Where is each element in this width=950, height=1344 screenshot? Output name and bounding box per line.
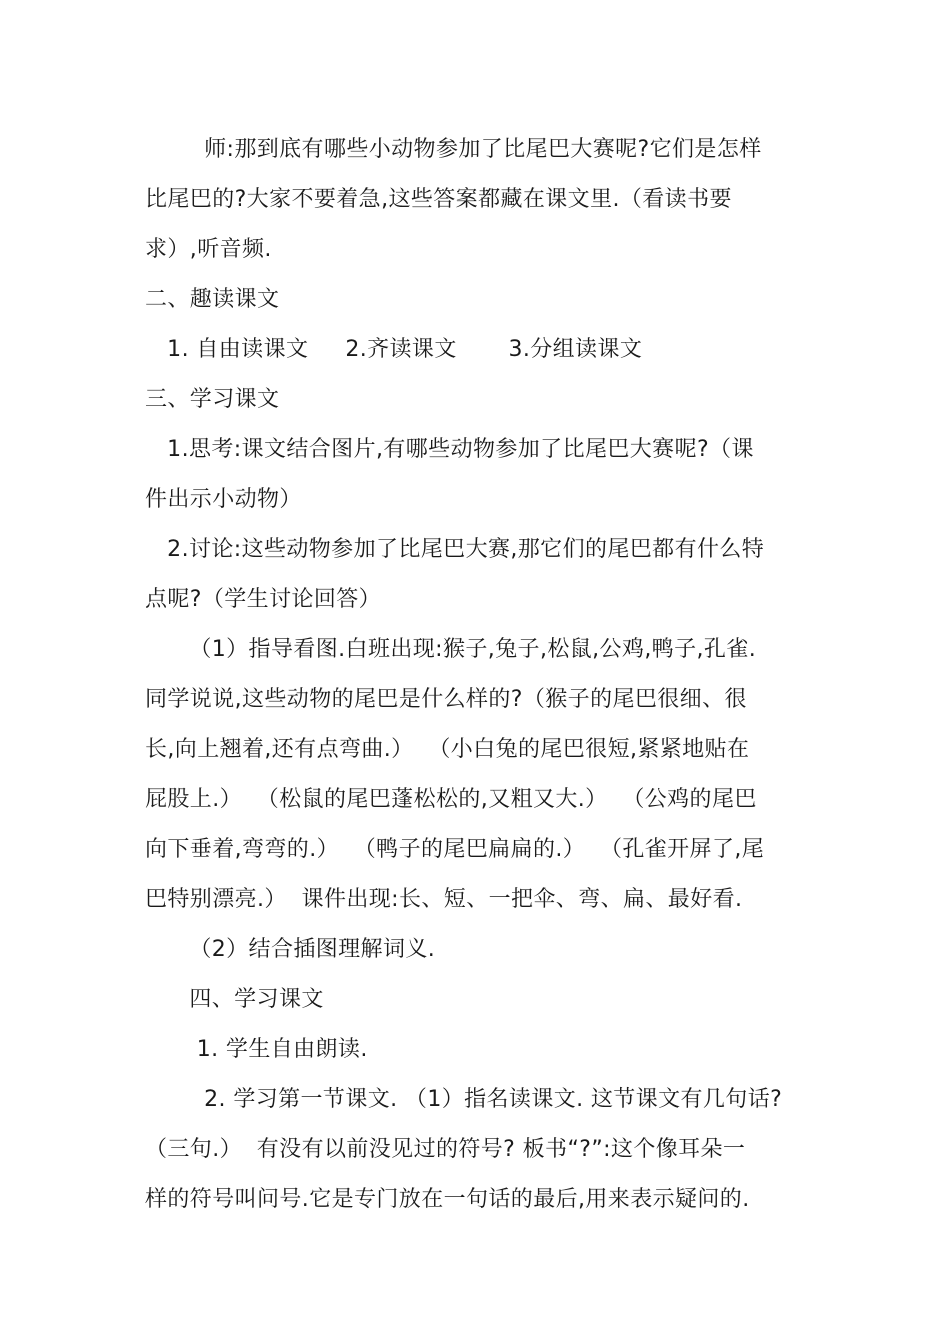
- text-line: 1.思考:课文结合图片,有哪些动物参加了比尾巴大赛呢?（课: [145, 437, 754, 462]
- text-line: （三句.） 有没有以前没见过的符号? 板书“?”:这个像耳朵一: [145, 1137, 746, 1162]
- text-line: 屁股上.） （松鼠的尾巴蓬松松的,又粗又大.） （公鸡的尾巴: [145, 787, 757, 812]
- text-line: 样的符号叫问号.它是专门放在一句话的最后,用来表示疑问的.: [145, 1187, 750, 1212]
- text-line: 件出示小动物）: [145, 487, 302, 512]
- text-line: 巴特别漂亮.） 课件出现:长、短、一把伞、弯、扁、最好看.: [145, 887, 743, 912]
- text-line: 2.讨论:这些动物参加了比尾巴大赛,那它们的尾巴都有什么特: [145, 537, 765, 562]
- text-line: 长,向上翘着,还有点弯曲.） （小白兔的尾巴很短,紧紧地贴在: [145, 737, 750, 762]
- text-line: 1. 学生自由朗读.: [145, 1037, 368, 1062]
- text-line: （1）指导看图.白班出现:猴子,兔子,松鼠,公鸡,鸭子,孔雀.: [145, 637, 757, 662]
- text-line: （2）结合插图理解词义.: [145, 937, 436, 962]
- text-line: 师:那到底有哪些小动物参加了比尾巴大赛呢?它们是怎样: [145, 137, 762, 162]
- text-line: 1. 自由读课文 2.齐读课文 3.分组读课文: [145, 337, 643, 362]
- text-line: 求）,听音频.: [145, 237, 272, 262]
- text-line: 点呢?（学生讨论回答）: [145, 587, 382, 612]
- section-heading: 三、学习课文: [145, 387, 280, 412]
- text-line: 比尾巴的?大家不要着急,这些答案都藏在课文里.（看读书要: [145, 187, 732, 212]
- section-heading: 四、学习课文: [145, 987, 324, 1012]
- text-line: 同学说说,这些动物的尾巴是什么样的?（猴子的尾巴很细、很: [145, 687, 747, 712]
- text-line: 向下垂着,弯弯的.） （鸭子的尾巴扁扁的.） （孔雀开屏了,尾: [145, 837, 765, 862]
- text-line: 2. 学习第一节课文. （1）指名读课文. 这节课文有几句话?: [145, 1087, 783, 1112]
- section-heading: 二、趣读课文: [145, 287, 280, 312]
